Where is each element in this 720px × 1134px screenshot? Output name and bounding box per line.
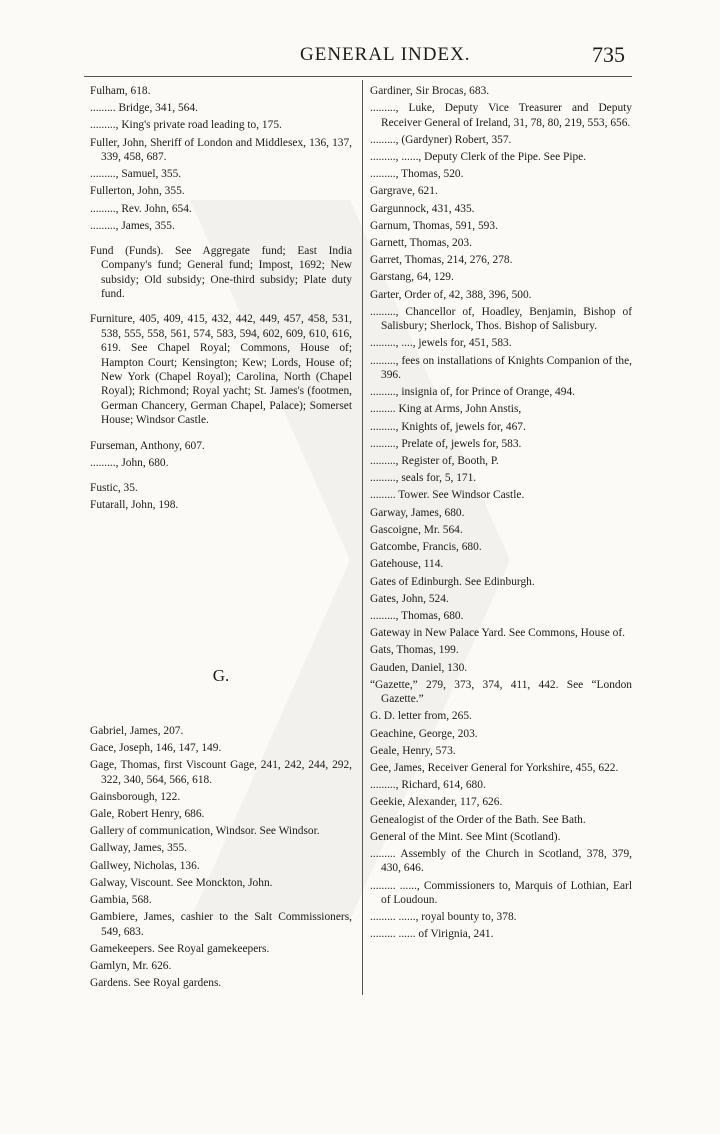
index-entry: ........., Register of, Booth, P.	[370, 455, 499, 468]
index-entry: ........., Thomas, 680.	[370, 609, 464, 622]
index-entry: G. D. letter from, 265.	[370, 710, 472, 723]
index-entry: Garway, James, 680.	[370, 506, 465, 519]
index-entry: Garnum, Thomas, 591, 593.	[370, 219, 498, 232]
index-entry: Gargrave, 621.	[370, 185, 438, 198]
index-entry: Gainsborough, 122.	[90, 790, 181, 803]
index-entry: Futarall, John, 198.	[90, 499, 179, 512]
index-entry: Gace, Joseph, 146, 147, 149.	[90, 741, 222, 754]
index-entry: Gallery of communication, Windsor. See Windsor.	[90, 825, 320, 838]
index-entry: General of the Mint. See Mint (Scotland).	[370, 830, 561, 843]
index-entry: ......... ...... of Virignia, 241.	[370, 928, 494, 941]
index-entry: Gascoigne, Mr. 564.	[370, 523, 463, 536]
index-column-right	[370, 84, 632, 945]
index-entry: Gatehouse, 114.	[370, 558, 444, 571]
index-entry: ........., James, 355.	[90, 219, 175, 232]
index-entry: Gateway in New Palace Yard. See Commons, House of.	[370, 627, 625, 640]
index-entry: Fuller, John, Sheriff of London and Middlesex, 136, 137, 339, 458, 687.	[90, 136, 352, 164]
index-entry: ......... Bridge, 341, 564.	[90, 102, 198, 115]
running-title: GENERAL INDEX.	[300, 44, 471, 65]
index-entry: ......... ......, Commissioners to, Marquis of Lothian, Earl of Loudoun.	[370, 879, 632, 906]
index-entry: Gauden, Daniel, 130.	[370, 661, 468, 674]
index-entry: ......... Assembly of the Church in Scotland, 378, 379, 430, 646.	[370, 847, 632, 875]
index-entry: ........., (Gardyner) Robert, 357.	[370, 133, 512, 146]
index-entry: Fund (Funds). See Aggregate fund; East India Company's fund; General fund; Impost, 1692; New subsidy; Old subsidy; One-third subsidy; Plate duty fund.	[90, 245, 352, 301]
index-entry: ......... ......, royal bounty to, 378.	[370, 911, 517, 924]
index-entry: Garstang, 64, 129.	[370, 271, 454, 284]
index-entry: ........., Luke, Deputy Vice Treasurer and Deputy Receiver General of Ireland, 31, 78, 80, 219, 553, 656.	[370, 102, 632, 129]
index-entry: Geachine, George, 203.	[370, 727, 478, 740]
index-entry: Gates of Edinburgh. See Edinburgh.	[370, 575, 535, 588]
index-entry: Gamekeepers. See Royal gamekeepers.	[90, 942, 270, 955]
index-entry: ........., King's private road leading to, 175.	[90, 119, 282, 132]
index-entry: Gage, Thomas, first Viscount Gage, 241, 242, 244, 292, 322, 340, 564, 566, 618.	[90, 759, 352, 786]
index-entry: “Gazette,” 279, 373, 374, 411, 442. See “London Gazette.”	[370, 678, 632, 706]
index-entry: Gabriel, James, 207.	[90, 724, 184, 737]
index-entry: ........., Samuel, 355.	[90, 168, 182, 181]
index-entry: Gee, James, Receiver General for Yorkshire, 455, 622.	[370, 761, 619, 774]
index-entry: ........., fees on installations of Knights Companion of the, 396.	[370, 354, 632, 382]
column-divider	[362, 80, 363, 995]
index-entry: Garter, Order of, 42, 388, 396, 500.	[370, 288, 532, 301]
header-rule	[84, 76, 632, 77]
index-entry: Furseman, Anthony, 607.	[90, 439, 205, 452]
index-entry: Garnett, Thomas, 203.	[370, 237, 472, 250]
index-entry: Gambiere, James, cashier to the Salt Commissioners, 549, 683.	[90, 911, 352, 938]
index-entry: ........., ......, Deputy Clerk of the Pipe. See Pipe.	[370, 151, 587, 164]
index-entry: ........., insignia of, for Prince of Orange, 494.	[370, 386, 575, 399]
index-entry: Genealogist of the Order of the Bath. See Bath.	[370, 813, 586, 826]
index-entry: ........., Richard, 614, 680.	[370, 779, 486, 792]
index-entry: Fustic, 35.	[90, 481, 138, 494]
index-entry: Gallwey, Nicholas, 136.	[90, 859, 200, 872]
page-number: 735	[592, 42, 625, 67]
index-entry: Geekie, Alexander, 117, 626.	[370, 796, 503, 809]
index-entry: Gargunnock, 431, 435.	[370, 202, 475, 215]
index-entry: ........., Thomas, 520.	[370, 168, 464, 181]
index-entry: ......... Tower. See Windsor Castle.	[370, 489, 525, 502]
index-entry: Gale, Robert Henry, 686.	[90, 807, 205, 820]
index-entry: ........., John, 680.	[90, 456, 169, 469]
index-entry: Gardiner, Sir Brocas, 683.	[370, 85, 490, 97]
index-entry: Furniture, 405, 409, 415, 432, 442, 449, 457, 458, 531, 538, 555, 558, 561, 574, 583, 594, 602, 609, 610, 616, 619. See Chapel Royal; Commons, House of; Hampton Court; Kensington; Kew; Lords, House of; New York (Chapel Royal); Carolina, North (Chapel Royal); Richmond; Royal yacht; St. James's (footmen, German Chancery, German Chapel, Palace); Somerset House; Windsor Castle.	[90, 313, 352, 427]
index-entry: ........., Prelate of, jewels for, 583.	[370, 437, 522, 450]
index-entry: ........., seals for, 5, 171.	[370, 472, 477, 485]
index-entry: Gamlyn, Mr. 626.	[90, 959, 172, 972]
index-entry: Gambia, 568.	[90, 893, 152, 906]
index-column-left	[90, 84, 352, 993]
index-entry: Gats, Thomas, 199.	[370, 644, 459, 657]
index-entry: ......... King at Arms, John Anstis,	[370, 403, 522, 416]
index-entry: Gallway, James, 355.	[90, 842, 188, 855]
index-entry: Gardens. See Royal gardens.	[90, 977, 222, 990]
index-entry: ........., Chancellor of, Hoadley, Benjamin, Bishop of Salisbury; Sherlock, Thos. Bishop of Salisbury.	[370, 305, 632, 333]
index-entry: Fullerton, John, 355.	[90, 185, 185, 198]
index-entry: Garret, Thomas, 214, 276, 278.	[370, 254, 513, 267]
index-entry: ........., Rev. John, 654.	[90, 202, 192, 215]
section-letter-heading: G.	[212, 666, 230, 686]
index-entry: ........., ...., jewels for, 451, 583.	[370, 337, 512, 350]
index-entry: Geale, Henry, 573.	[370, 744, 456, 757]
index-entry: Fulham, 618.	[90, 85, 151, 97]
index-entry: Galway, Viscount. See Monckton, John.	[90, 876, 273, 889]
index-entry: ........., Knights of, jewels for, 467.	[370, 420, 526, 433]
index-entry: Gates, John, 524.	[370, 592, 449, 605]
index-entry: Gatcombe, Francis, 680.	[370, 541, 482, 554]
page-header	[0, 44, 720, 74]
